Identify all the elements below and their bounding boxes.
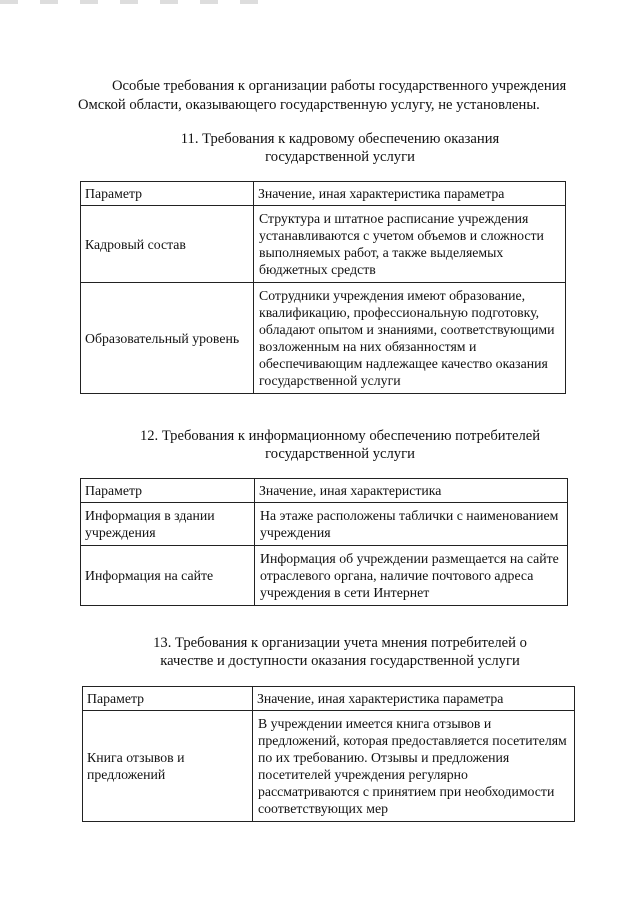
table-row: [81, 503, 568, 546]
section-heading-line: 13. Требования к организации учета мнения потребителей о: [153, 635, 527, 651]
section-heading-line: 11. Требования к кадровому обеспечению оказания: [180, 131, 500, 147]
value-cell: Сотрудники учреждения имеют образование, квалификацию, профессиональную подготовку, обладают опытом и знаниями, соответствующими возложенным на них обязанностям и обеспечивающим надлежащее качество оказания государственной услуги: [254, 283, 566, 394]
section-heading-line: качестве и доступности оказания государственной услуги: [160, 653, 520, 669]
staffing-requirements-table: [80, 181, 566, 394]
param-cell: Информация в здании учреждения: [81, 503, 255, 546]
section-12-heading: [80, 427, 600, 463]
table-header-row: [83, 687, 575, 711]
param-cell: Кадровый состав: [81, 206, 254, 283]
column-header-param: Параметр: [83, 687, 253, 711]
section-11-heading: [80, 130, 600, 166]
column-header-value: Значение, иная характеристика: [255, 479, 568, 503]
feedback-requirements-table: [82, 686, 575, 822]
table-row: [81, 206, 566, 283]
table-row: [83, 711, 575, 822]
column-header-param: Параметр: [81, 182, 254, 206]
intro-line-2: Омской области, оказывающего государственную услугу, не установлены.: [78, 97, 540, 113]
table-row: [81, 283, 566, 394]
column-header-value: Значение, иная характеристика параметра: [254, 182, 566, 206]
section-13-heading: [80, 634, 600, 670]
value-cell: В учреждении имеется книга отзывов и предложений, которая предоставляется посетителям по их требованию. Отзывы и предложения посетителей учреждения регулярно рассматриваются с принятием при необходимости соответствующих мер: [253, 711, 575, 822]
information-requirements-table: [80, 478, 568, 606]
table-header-row: [81, 182, 566, 206]
column-header-param: Параметр: [81, 479, 255, 503]
value-cell: Структура и штатное расписание учреждения устанавливаются с учетом объемов и сложности выполняемых работ, а также выделяемых бюджетных средств: [254, 206, 566, 283]
param-cell: Книга отзывов и предложений: [83, 711, 253, 822]
value-cell: Информация об учреждении размещается на сайте отраслевого органа, наличие почтового адреса учреждения в сети Интернет: [255, 546, 568, 606]
intro-paragraph: [78, 77, 598, 115]
section-heading-line: 12. Требования к информационному обеспечению потребителей: [139, 428, 541, 444]
param-cell: Образовательный уровень: [81, 283, 254, 394]
param-cell: Информация на сайте: [81, 546, 255, 606]
column-header-value: Значение, иная характеристика параметра: [253, 687, 575, 711]
table-header-row: [81, 479, 568, 503]
table-row: [81, 546, 568, 606]
intro-line-1: Особые требования к организации работы государственного учреждения: [112, 78, 567, 94]
value-cell: На этаже расположены таблички с наименованием учреждения: [255, 503, 568, 546]
scan-header-mark: [0, 0, 270, 4]
section-heading-line: государственной услуги: [265, 446, 415, 462]
section-heading-line: государственной услуги: [265, 149, 415, 165]
